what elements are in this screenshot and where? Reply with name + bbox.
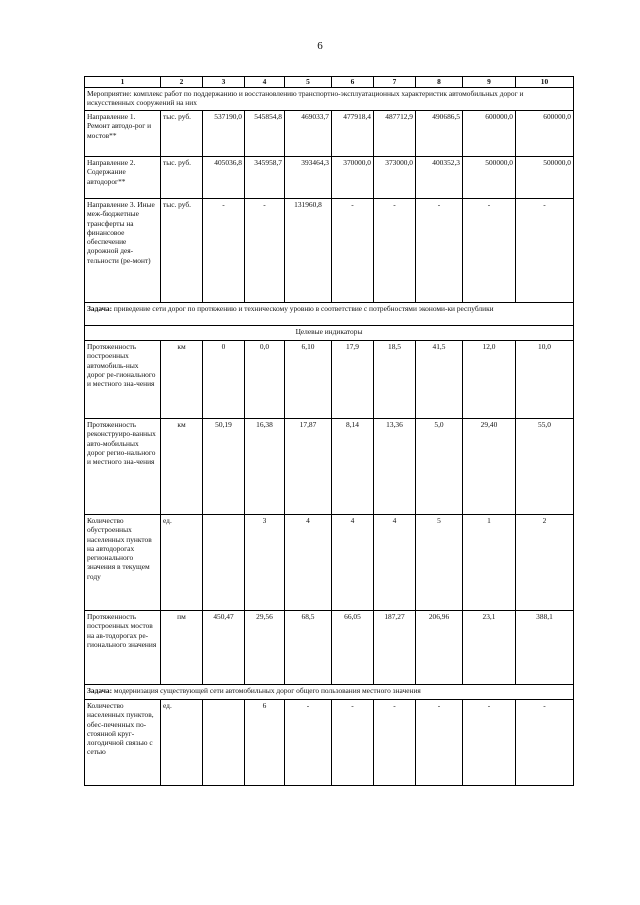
table-cell: - bbox=[332, 700, 374, 786]
row-unit: пм bbox=[161, 611, 203, 685]
table-row bbox=[85, 515, 574, 611]
table-cell: 187,27 bbox=[374, 611, 416, 685]
table-cell: - bbox=[285, 700, 332, 786]
table-cell: 0 bbox=[203, 341, 245, 419]
table-cell: 405036,8 bbox=[203, 157, 245, 199]
task-description: приведение сети дорог по протяжению и техническому уровню в соответствие с потребностями экономи-ки республики bbox=[112, 304, 494, 313]
table-cell: 55,0 bbox=[516, 419, 574, 515]
table-cell: 370000,0 bbox=[332, 157, 374, 199]
table-cell: 23,1 bbox=[463, 611, 516, 685]
column-header: 8 bbox=[416, 77, 463, 88]
table-cell: 66,05 bbox=[332, 611, 374, 685]
table-cell: 17,9 bbox=[332, 341, 374, 419]
table-cell: 5,0 bbox=[416, 419, 463, 515]
task-row bbox=[85, 303, 574, 326]
table-cell: 388,1 bbox=[516, 611, 574, 685]
table-cell: 206,96 bbox=[416, 611, 463, 685]
task-label: Задача: bbox=[87, 304, 113, 313]
table-cell: 537190,0 bbox=[203, 111, 245, 157]
table-cell: 6,10 bbox=[285, 341, 332, 419]
column-header: 10 bbox=[516, 77, 574, 88]
row-unit: тыс. руб. bbox=[161, 111, 203, 157]
column-header: 9 bbox=[463, 77, 516, 88]
table-cell: - bbox=[416, 199, 463, 303]
task-description: модернизация существующей сети автомобильных дорог общего пользования местного значения bbox=[112, 686, 421, 695]
event-text: Мероприятие: комплекс работ по поддержанию и восстановлению транспортно-эксплуатационных характеристик автомобильных дорог и искусственных сооружений на них bbox=[85, 88, 574, 111]
table-cell: 3 bbox=[245, 515, 285, 611]
table-cell: 41,5 bbox=[416, 341, 463, 419]
table-cell: 68,5 bbox=[285, 611, 332, 685]
row-label: Протяженность реконструиро-ванных авто-мобильных дорог регио-нального и местного зна-чения bbox=[85, 419, 161, 515]
table-cell: 345958,7 bbox=[245, 157, 285, 199]
event-row bbox=[85, 88, 574, 111]
table-cell: - bbox=[245, 199, 285, 303]
row-unit: км bbox=[161, 419, 203, 515]
table-row bbox=[85, 199, 574, 303]
table-cell: 450,47 bbox=[203, 611, 245, 685]
table-cell: 393464,3 bbox=[285, 157, 332, 199]
column-header: 1 bbox=[85, 77, 161, 88]
row-unit: ед. bbox=[161, 700, 203, 786]
column-header: 7 bbox=[374, 77, 416, 88]
row-unit: ед. bbox=[161, 515, 203, 611]
table-cell: 490686,5 bbox=[416, 111, 463, 157]
row-label: Количество населенных пунктов, обес-печенных по-стоянной круг-логодичной связью с сетью bbox=[85, 700, 161, 786]
column-header: 3 bbox=[203, 77, 245, 88]
table-cell: - bbox=[516, 199, 574, 303]
table-row bbox=[85, 157, 574, 199]
table-cell: 0,0 bbox=[245, 341, 285, 419]
table-cell: 6 bbox=[245, 700, 285, 786]
table-cell: - bbox=[374, 700, 416, 786]
table-cell: 487712,9 bbox=[374, 111, 416, 157]
table-cell: - bbox=[332, 199, 374, 303]
table-row bbox=[85, 419, 574, 515]
table-cell: 373000,0 bbox=[374, 157, 416, 199]
table-cell: 8,14 bbox=[332, 419, 374, 515]
table-cell: 477918,4 bbox=[332, 111, 374, 157]
table-cell: 1 bbox=[463, 515, 516, 611]
table-cell: 29,56 bbox=[245, 611, 285, 685]
table-cell: - bbox=[463, 700, 516, 786]
table-cell: 131960,8 bbox=[285, 199, 332, 303]
table-cell: 500000,0 bbox=[516, 157, 574, 199]
column-number-row bbox=[85, 77, 574, 88]
row-label: Направление 2. Содержание автодорог** bbox=[85, 157, 161, 199]
column-header: 4 bbox=[245, 77, 285, 88]
table-cell: 18,5 bbox=[374, 341, 416, 419]
targets-header-row bbox=[85, 326, 574, 341]
table-row bbox=[85, 611, 574, 685]
table-cell: 600000,0 bbox=[463, 111, 516, 157]
task-label: Задача: bbox=[87, 686, 113, 695]
table-cell: 12,0 bbox=[463, 341, 516, 419]
task-row bbox=[85, 685, 574, 700]
column-header: 2 bbox=[161, 77, 203, 88]
table-cell bbox=[203, 700, 245, 786]
table-cell: 10,0 bbox=[516, 341, 574, 419]
table-cell: 500000,0 bbox=[463, 157, 516, 199]
row-label: Протяженность построенных автомобиль-ных дорог ре-гионального и местного зна-чения bbox=[85, 341, 161, 419]
row-unit: тыс. руб. bbox=[161, 199, 203, 303]
task-text bbox=[85, 685, 574, 700]
table-cell: 4 bbox=[332, 515, 374, 611]
table-cell: - bbox=[463, 199, 516, 303]
table-row bbox=[85, 700, 574, 786]
table-cell: 2 bbox=[516, 515, 574, 611]
table-cell: 600000,0 bbox=[516, 111, 574, 157]
table-cell: 17,87 bbox=[285, 419, 332, 515]
table-cell: 5 bbox=[416, 515, 463, 611]
page-number: 6 bbox=[317, 40, 323, 52]
table-cell bbox=[203, 515, 245, 611]
table-cell: - bbox=[416, 700, 463, 786]
table-cell: 469033,7 bbox=[285, 111, 332, 157]
table-row bbox=[85, 341, 574, 419]
table-cell: 50,19 bbox=[203, 419, 245, 515]
row-label: Количество обустроенных населенных пунктов на автодорогах регионального значения в текущем году bbox=[85, 515, 161, 611]
task-text bbox=[85, 303, 574, 326]
targets-header: Целевые индикаторы bbox=[85, 326, 574, 341]
row-label: Протяженность построенных мостов на ав-тодорогах ре-гионального значения bbox=[85, 611, 161, 685]
table-cell: - bbox=[203, 199, 245, 303]
table-cell: - bbox=[516, 700, 574, 786]
column-header: 5 bbox=[285, 77, 332, 88]
table-cell: - bbox=[374, 199, 416, 303]
program-indicators-table bbox=[84, 76, 574, 786]
row-unit: км bbox=[161, 341, 203, 419]
column-header: 6 bbox=[332, 77, 374, 88]
table-cell: 29,40 bbox=[463, 419, 516, 515]
table-cell: 4 bbox=[285, 515, 332, 611]
table-cell: 13,36 bbox=[374, 419, 416, 515]
table-cell: 4 bbox=[374, 515, 416, 611]
row-unit: тыс. руб. bbox=[161, 157, 203, 199]
table-cell: 400352,3 bbox=[416, 157, 463, 199]
row-label: Направление 1. Ремонт автодо-рог и мостов** bbox=[85, 111, 161, 157]
table-cell: 16,38 bbox=[245, 419, 285, 515]
row-label: Направление 3. Иные меж-бюджетные трансферты на финансовое обеспечение дорожной дея-тельности (ре-монт) bbox=[85, 199, 161, 303]
table-row bbox=[85, 111, 574, 157]
table-cell: 545854,8 bbox=[245, 111, 285, 157]
